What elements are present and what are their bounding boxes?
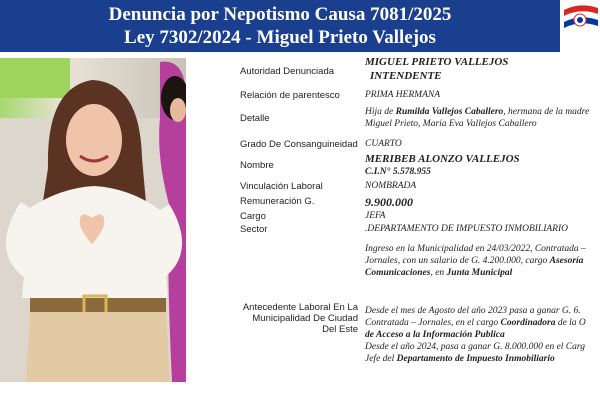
- antecedente-line-3-bold: de Acceso a la Información Publica: [365, 330, 505, 340]
- detalle-line-1: [365, 107, 589, 117]
- antecedente-block: [365, 305, 600, 365]
- flag-icon: [560, 0, 600, 52]
- sector-value: .DEPARTAMENTO DE IMPUESTO INMOBILIARIO: [365, 224, 569, 234]
- relacion-label: Relación de parentesco: [240, 90, 340, 101]
- antecedente-line-1: Desde el mes de Agosto del año 2023 pasa a ganar G. 6.: [365, 306, 581, 316]
- grado-label: Grado De Consanguineidad: [240, 139, 358, 150]
- antecedente-line-5-bold: Departamento de Impuesto Inmobiliario: [396, 354, 555, 364]
- ingreso-line-3-bold-1: Comunicaciones: [365, 268, 431, 278]
- ingreso-line-3: [365, 267, 600, 279]
- detalle-post: , hermana de la madre: [503, 107, 590, 117]
- detalle-label: Detalle: [240, 113, 270, 124]
- ingreso-line-1: Ingreso en la Municipalidad en 24/03/2022, Contratada –: [365, 244, 586, 254]
- autoridad-value-2: INTENDENTE: [370, 70, 442, 82]
- remuneracion-label: Remuneración G.: [240, 196, 315, 207]
- title-line-2: Ley 7302/2024 - Miguel Prieto Vallejos: [124, 27, 436, 48]
- relacion-value: PRIMA HERMANA: [365, 90, 441, 100]
- ingreso-line-3-mid: , en: [430, 268, 447, 278]
- cargo-label: Cargo: [240, 211, 266, 222]
- antecedente-line-2-post: de la O: [555, 318, 586, 328]
- remuneracion-value: 9.900.000: [365, 195, 413, 209]
- antecedente-line-2-bold: Coordinadora: [500, 318, 556, 328]
- cin-value: C.I.N° 5.578.955: [365, 167, 431, 177]
- vinculacion-value: NOMBRADA: [365, 181, 417, 191]
- detalle-line-2: Miguel Prieto, María Eva Vallejos Caballero: [365, 119, 537, 129]
- nombre-value: MERIBEB ALONZO VALLEJOS: [365, 153, 520, 165]
- ingreso-line-2-pre: Jornales, con un salario de G. 4.200.000, cargo: [365, 256, 550, 266]
- flag-emblem: [560, 0, 600, 52]
- antecedente-line-2: [365, 317, 600, 329]
- antecedente-line-4: Desde el año 2024, pasa a ganar G. 8.000.000 en el Carg: [365, 342, 585, 352]
- title-line-1: Denuncia por Nepotismo Causa 7081/2025: [108, 4, 452, 25]
- vinculacion-label: Vinculación Laboral: [240, 181, 323, 192]
- antecedente-line-2-pre: Contratada – Jornales, en el cargo: [365, 318, 501, 328]
- antecedente-line-5-pre: Jefe del: [365, 354, 397, 364]
- antecedente-line-5: [365, 353, 600, 365]
- detalle-bold: Rumilda Vallejos Caballero: [395, 107, 504, 117]
- ingreso-line-3-bold-2: Junta Municipal: [446, 268, 513, 278]
- subject-photo: [0, 58, 186, 382]
- autoridad-label: Autoridad Denunciada: [240, 66, 335, 77]
- title-banner: [0, 0, 560, 52]
- sector-label: Sector: [240, 224, 268, 235]
- cargo-value: JEFA: [365, 211, 386, 221]
- ingreso-line-2-bold: Asesoría: [549, 256, 584, 266]
- antecedente-label: Antecedente Laboral En La Municipalidad De Ciudad Del Este: [242, 302, 358, 335]
- autoridad-value-1: MIGUEL PRIETO VALLEJOS: [365, 56, 509, 68]
- nombre-label: Nombre: [240, 160, 274, 171]
- antecedente-line-3: [365, 329, 600, 341]
- ingreso-line-2: [365, 255, 600, 267]
- ingreso-block: [365, 243, 600, 279]
- person-photo-icon: [0, 58, 186, 382]
- grado-value: CUARTO: [365, 139, 402, 149]
- detalle-pre: Hija de: [365, 107, 396, 117]
